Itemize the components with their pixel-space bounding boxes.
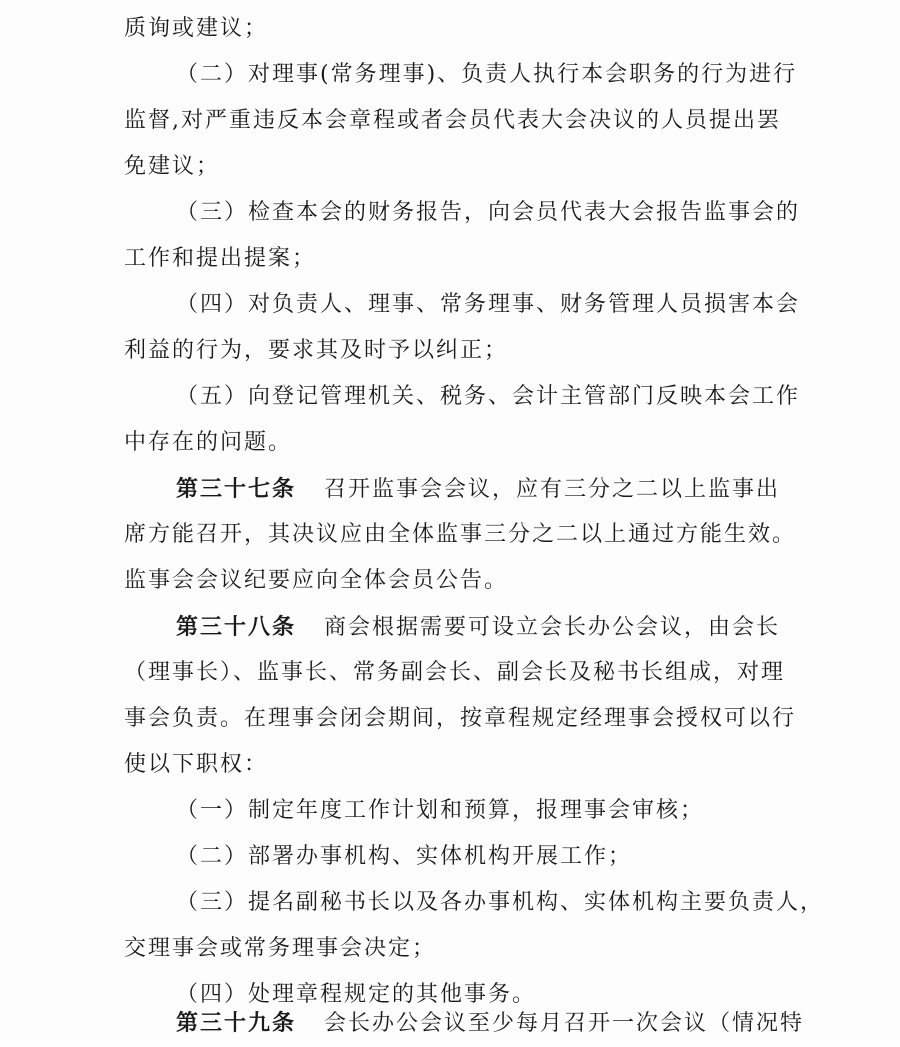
line-text: 监事会会议纪要应向全体会员公告。 xyxy=(124,568,509,593)
line-text: （理事长）、监事长、常务副会长、副会长及秘书长组成，对理 xyxy=(124,660,786,685)
text-line xyxy=(0,696,900,742)
text-line xyxy=(0,558,900,604)
line-text: 事会负责。在理事会闭会期间，按章程规定经理事会授权可以行 xyxy=(124,706,797,731)
text-line xyxy=(0,6,900,52)
line-text: （三）检查本会的财务报告，向会员代表大会报告监事会的 xyxy=(176,200,801,225)
line-text: （四）处理章程规定的其他事务。 xyxy=(176,982,537,1007)
article-heading: 第三十九条 xyxy=(176,1010,297,1036)
text-line xyxy=(0,834,900,880)
line-text: 使以下职权： xyxy=(124,752,269,777)
line-text: （二）部署办事机构、实体机构开展工作； xyxy=(176,844,633,869)
text-line xyxy=(0,604,900,650)
line-text: （二）对理事(常务理事)、负责人执行本会职务的行为进行 xyxy=(176,62,798,87)
line-text: （四）对负责人、理事、常务理事、财务管理人员损害本会 xyxy=(176,292,801,317)
text-line xyxy=(0,52,900,98)
line-text: 工作和提出提案； xyxy=(124,246,317,271)
line-text: 商会根据需要可设立会长办公会议，由会长 xyxy=(324,615,781,640)
line-text: （三）提名副秘书长以及各办事机构、实体机构主要负责人， xyxy=(176,890,825,915)
text-line xyxy=(0,1000,900,1046)
text-line xyxy=(0,328,900,374)
article-heading: 第三十七条 xyxy=(176,476,297,502)
text-line xyxy=(0,374,900,420)
line-text: （一）制定年度工作计划和预算，报理事会审核； xyxy=(176,798,705,823)
line-text: 监督,对严重违反本会章程或者会员代表大会决议的人员提出罢 xyxy=(124,108,781,133)
line-text: 中存在的问题。 xyxy=(124,430,293,455)
text-line xyxy=(0,880,900,926)
article-heading: 第三十八条 xyxy=(176,614,297,640)
text-line xyxy=(0,926,900,972)
text-line xyxy=(0,98,900,144)
line-text: 交理事会或常务理事会决定； xyxy=(124,936,437,961)
text-line xyxy=(0,512,900,558)
line-text: 质询或建议； xyxy=(124,16,269,41)
text-line xyxy=(0,742,900,788)
line-text: 免建议； xyxy=(124,154,221,179)
text-line xyxy=(0,144,900,190)
text-line xyxy=(0,190,900,236)
text-line xyxy=(0,236,900,282)
line-text: 会长办公会议至少每月召开一次会议（情况特 xyxy=(324,1011,805,1036)
text-line xyxy=(0,282,900,328)
text-line xyxy=(0,788,900,834)
line-text: 席方能召开，其决议应由全体监事三分之二以上通过方能生效。 xyxy=(124,522,797,547)
line-text: （五）向登记管理机关、税务、会计主管部门反映本会工作 xyxy=(176,384,801,409)
text-line xyxy=(0,466,900,512)
line-text: 利益的行为，要求其及时予以纠正； xyxy=(124,338,509,363)
line-text: 召开监事会会议，应有三分之二以上监事出 xyxy=(324,477,781,502)
text-line xyxy=(0,650,900,696)
text-line xyxy=(0,420,900,466)
